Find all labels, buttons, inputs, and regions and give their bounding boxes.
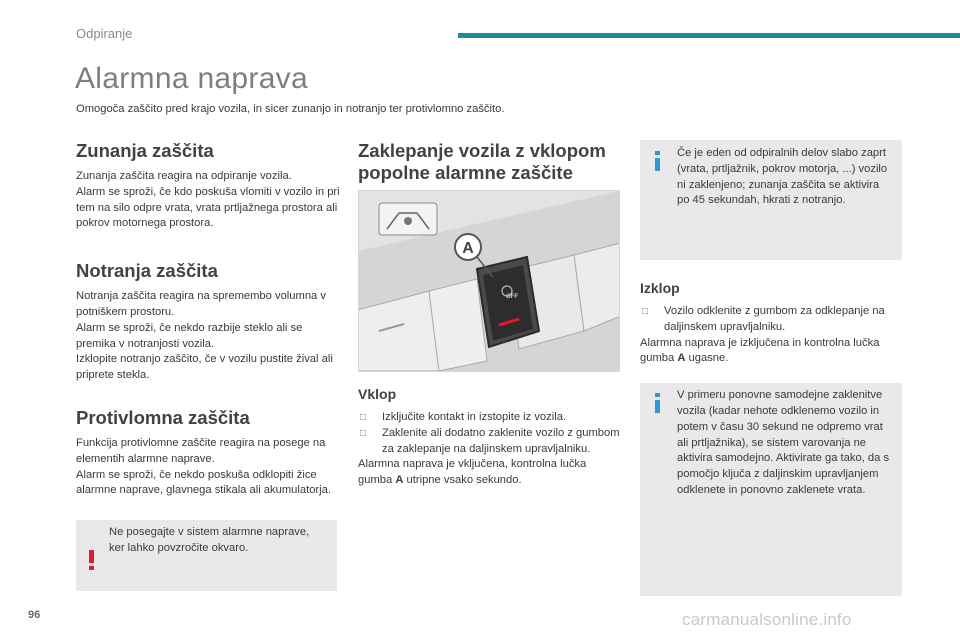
activation-text [358,457,622,489]
button-a-ref: A [677,352,686,365]
off-button-label: OFF [506,294,518,300]
paragraph-line: Izklopite notranjo zaščito, če v vozilu pustite žival ali priprete stekla. [76,353,333,382]
text-run: ugasne. [685,352,729,365]
intro-text: Omogoča zaščito pred krajo vozila, in sicer zunanjo in notranjo ter protivlomno zaščito. [76,103,505,115]
text-run: Alarmna naprava je vključena, kontrolna lučka gumba [358,458,587,487]
checkbox-bullet-icon: □ [642,306,649,317]
deactivation-steps [640,304,902,336]
info-box-unlocked [640,140,902,260]
checkbox-bullet-icon: □ [360,427,367,439]
checkbox-bullet-icon: □ [360,412,367,423]
exterior-protection-text [76,169,341,232]
info-icon [655,393,660,413]
text-run: Alarmna naprava je izključena in kontrolna lučka gumba [640,336,880,365]
button-a-ref: A [395,474,404,487]
exclamation-icon [89,550,94,570]
heading-tamper-protection: Protivlomna zaščita [76,406,250,428]
dashboard-illustration [359,191,619,371]
paragraph-line: Notranja zaščita reagira na spremembo volumna v potniškem prostoru. [76,290,326,318]
list-item [358,410,622,426]
heading-locking-with-alarm: Zaklepanje vozila z vklopom popolne alarmne zaščite [358,140,606,183]
heading-interior-protection: Notranja zaščita [76,260,218,282]
paragraph-line: Alarm se sproži, če nekdo razbije steklo ali se premika v notranjosti vozila. [76,321,303,350]
text-run: utripne vsako sekundo. [403,474,522,487]
left-column [76,140,341,591]
heading-deactivation: Izklop [640,280,680,296]
alarm-button-figure [358,190,620,372]
info-text: V primeru ponovne samodejne zaklenitve vozila (kadar nehote odklenemo vozilo in potem v času 30 sekund ne odpremo vrat ali prtljažnika), se sistem varovanja ne aktivira samodejno. Aktivirate ga tako, da s pomočjo ključa z daljinskim upravljanjem odklenete in ponovno zaklenete vrata. [677,389,890,496]
heading-exterior-protection: Zunanja zaščita [76,140,214,161]
paragraph-line: Funkcija protivlomne zaščite reagira na posege na elementih alarmne naprave. [76,436,326,465]
step-text: Izključite kontakt in izstopite iz vozila. [382,411,567,423]
paragraph-line: Alarm se sproži, če kdo poskuša vlomiti v vozilo in pri tem na silo odpre vrata, vrata prtljažnega prostora ali pokrov motornega prostora. [76,185,340,230]
warning-box [76,520,337,591]
right-column [640,140,902,596]
step-text: Zaklenite ali dodatno zaklenite vozilo z gumbom za zaklepanje na daljinskem upravljalniku. [382,426,620,455]
middle-column [358,140,622,489]
page-number: 96 [28,609,41,621]
info-text: Če je eden od odpiralnih delov slabo zaprt (vrata, prtljažnik, pokrov motorja, ...) vozilo ni zaklenjeno; zunanja zaščita se aktivira po 45 sekundah, hkrati z notranjo. [677,147,888,207]
deactivation-text [640,336,902,368]
warning-text: Ne posegajte v sistem alarmne naprave, ker lahko povzročite okvaro. [109,526,310,554]
step-text: Vozilo odklenite z gumbom za odklepanje na daljinskem upravljalniku. [664,305,885,333]
info-icon [655,151,660,171]
info-box-relock [640,383,902,596]
list-item [640,304,902,336]
activation-steps [358,410,622,457]
section-name: Odpiranje [76,26,133,41]
interior-protection-text [76,289,341,384]
header-rule [458,33,960,38]
callout-a-label: A [462,240,474,257]
watermark: carmanualsonline.info [682,610,852,629]
page-title: Alarmna naprava [75,62,308,95]
tamper-protection-text [76,436,341,499]
paragraph-line: Zunanja zaščita reagira na odpiranje vozila. [76,170,292,182]
paragraph-line: Alarm se sproži, če nekdo poskuša odklopiti žice alarmne naprave, glavnega stikala ali akumulatorja. [76,468,331,497]
list-item [358,426,622,458]
heading-activation: Vklop [358,386,397,402]
